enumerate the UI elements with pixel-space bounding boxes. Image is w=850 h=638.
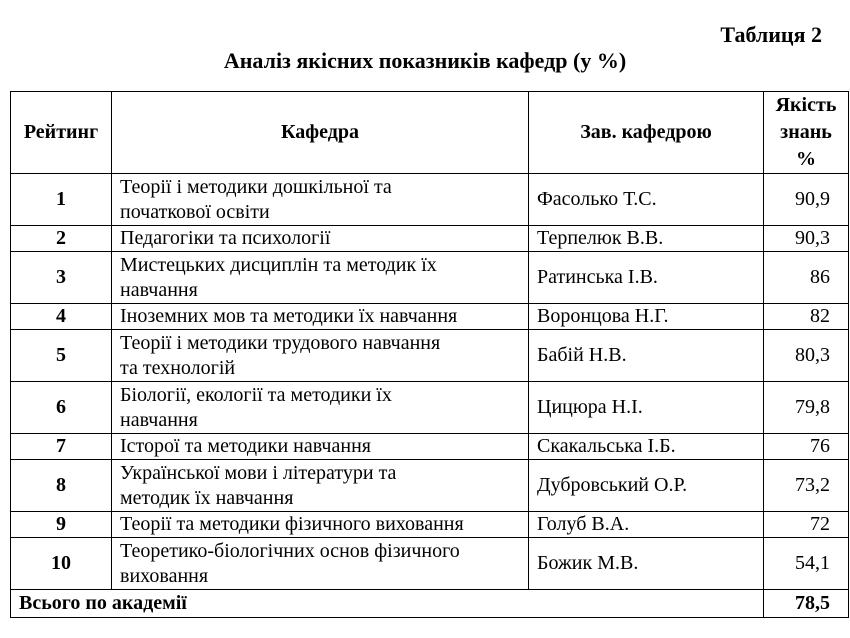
cell-head: Воронцова Н.Г. [529, 304, 764, 330]
cell-head: Скакальська І.Б. [529, 434, 764, 460]
cell-quality: 90,3 [764, 226, 849, 252]
table-row [11, 538, 849, 590]
table-row [11, 252, 849, 304]
department-line-1: Педагогіки та психології [120, 227, 331, 249]
header-quality-line3: % [796, 148, 816, 170]
cell-department [112, 538, 529, 590]
cell-department [112, 174, 529, 226]
cell-rank: 6 [11, 382, 112, 434]
department-line-1: Української мови і літератури та [120, 461, 397, 484]
cell-head: Терпелюк В.В. [529, 226, 764, 252]
cell-rank: 4 [11, 304, 112, 330]
cell-department [112, 226, 529, 252]
cell-rank: 8 [11, 460, 112, 512]
cell-head: Дубровський О.Р. [529, 460, 764, 512]
department-line-1: Теоретико-біологічних основ фізичного [120, 539, 460, 562]
cell-rank: 10 [11, 538, 112, 590]
table-row [11, 330, 849, 382]
total-row [11, 590, 849, 618]
cell-head: Цицюра Н.І. [529, 382, 764, 434]
cell-department [112, 252, 529, 304]
table-row [11, 382, 849, 434]
table-row [11, 174, 849, 226]
cell-rank: 3 [11, 252, 112, 304]
cell-head: Ратинська І.В. [529, 252, 764, 304]
cell-department [112, 304, 529, 330]
cell-department [112, 512, 529, 538]
cell-rank: 5 [11, 330, 112, 382]
cell-quality: 90,9 [764, 174, 849, 226]
cell-quality: 73,2 [764, 460, 849, 512]
departments-table [10, 91, 849, 618]
header-quality [764, 92, 849, 174]
department-line-2: методик їх навчання [120, 486, 294, 509]
department-line-1: Теорії і методики дошкільної та [120, 175, 392, 198]
cell-department [112, 434, 529, 460]
department-line-2: виховання [120, 564, 209, 587]
cell-head: Голуб В.А. [529, 512, 764, 538]
cell-department [112, 330, 529, 382]
total-label: Всього по академії [11, 590, 764, 618]
table-row [11, 434, 849, 460]
cell-quality: 86 [764, 252, 849, 304]
cell-rank: 1 [11, 174, 112, 226]
cell-quality: 79,8 [764, 382, 849, 434]
cell-quality: 54,1 [764, 538, 849, 590]
cell-quality: 82 [764, 304, 849, 330]
table-row [11, 304, 849, 330]
department-line-2: та технологій [120, 356, 236, 379]
cell-quality: 76 [764, 434, 849, 460]
cell-rank: 2 [11, 226, 112, 252]
cell-quality: 72 [764, 512, 849, 538]
table-row [11, 512, 849, 538]
department-line-1: Біології, екології та методики їх [120, 383, 392, 406]
table-row [11, 460, 849, 512]
cell-department [112, 382, 529, 434]
department-line-1: Теорії та методики фізичного виховання [120, 513, 464, 535]
cell-rank: 7 [11, 434, 112, 460]
header-row [11, 92, 849, 174]
cell-head: Божик М.В. [529, 538, 764, 590]
cell-head: Фасолько Т.С. [529, 174, 764, 226]
cell-quality: 80,3 [764, 330, 849, 382]
header-quality-line1: Якість [775, 94, 837, 116]
cell-rank: 9 [11, 512, 112, 538]
table-row [11, 226, 849, 252]
department-line-1: Іноземних мов та методики їх навчання [120, 305, 458, 327]
cell-department [112, 460, 529, 512]
department-line-1: Теорії і методики трудового навчання [120, 331, 441, 354]
table-number: Таблиця 2 [720, 22, 822, 47]
department-line-2: навчання [120, 408, 198, 431]
header-quality-line2: знань [780, 121, 832, 143]
header-department: Кафедра [112, 92, 529, 174]
department-line-1: Історої та методики навчання [120, 435, 371, 457]
department-line-2: навчання [120, 278, 198, 301]
table-title: Аналіз якісних показників кафедр (у %) [223, 48, 627, 73]
department-line-2: початкової освіти [120, 200, 270, 223]
department-line-1: Мистецьких дисциплін та методик їх [120, 253, 437, 276]
total-value: 78,5 [764, 590, 849, 618]
header-rank: Рейтинг [11, 92, 112, 174]
header-head: Зав. кафедрою [529, 92, 764, 174]
cell-head: Бабій Н.В. [529, 330, 764, 382]
